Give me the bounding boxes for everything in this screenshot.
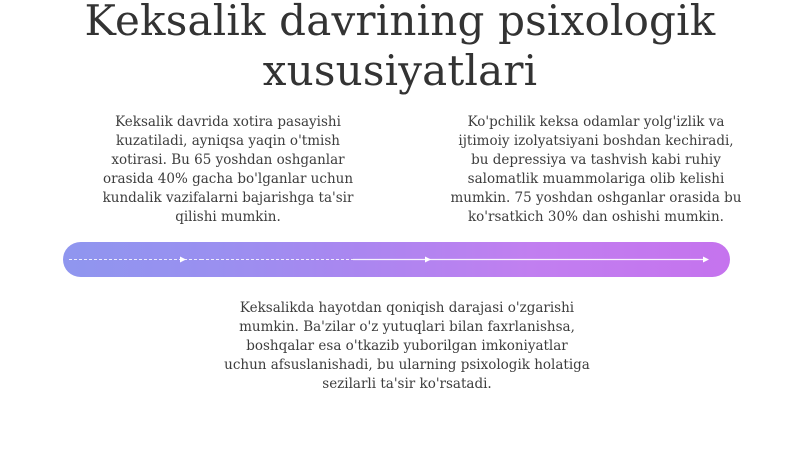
slide-title: Keksalik davrining psixologik xususiyatlari [84, 0, 716, 95]
arrow-right-icon [425, 257, 431, 263]
paragraph-memory: Keksalik davrida xotira pasayishi kuzatiladi, ayniqsa yaqin o'tmish xotirasi. Bu 65 yoshdan oshganlar orasida 40% gacha bo'lganlar uchun kundalik vazifalarni bajarishga ta'sir qilishi mumkin. [102, 114, 354, 225]
paragraph-life-satisfaction: Keksalikda hayotdan qoniqish darajasi o'zgarishi mumkin. Ba'zilar o'z yutuqlari bilan faxrlanishsa, boshqalar esa o'tkazib yuborilgan imkoniyatlar uchun afsuslanishadi, bu ularning psixologik holatiga sezilarli ta'sir ko'rsatadi. [224, 300, 590, 392]
arrow-right-icon [180, 257, 186, 263]
timeline-bar [63, 242, 730, 277]
paragraph-loneliness: Ko'pchilik keksa odamlar yolg'izlik va ijtimoiy izolyatsiyani boshdan kechiradi, bu depressiya va tashvish kabi ruhiy salomatlik muammolariga olib kelishi mumkin. 75 yoshdan oshganlar orasida bu ko'rsatkich 30% dan oshishi mumkin. [450, 114, 742, 225]
timeline-arrows [63, 242, 730, 277]
arrow-right-icon [703, 257, 709, 263]
